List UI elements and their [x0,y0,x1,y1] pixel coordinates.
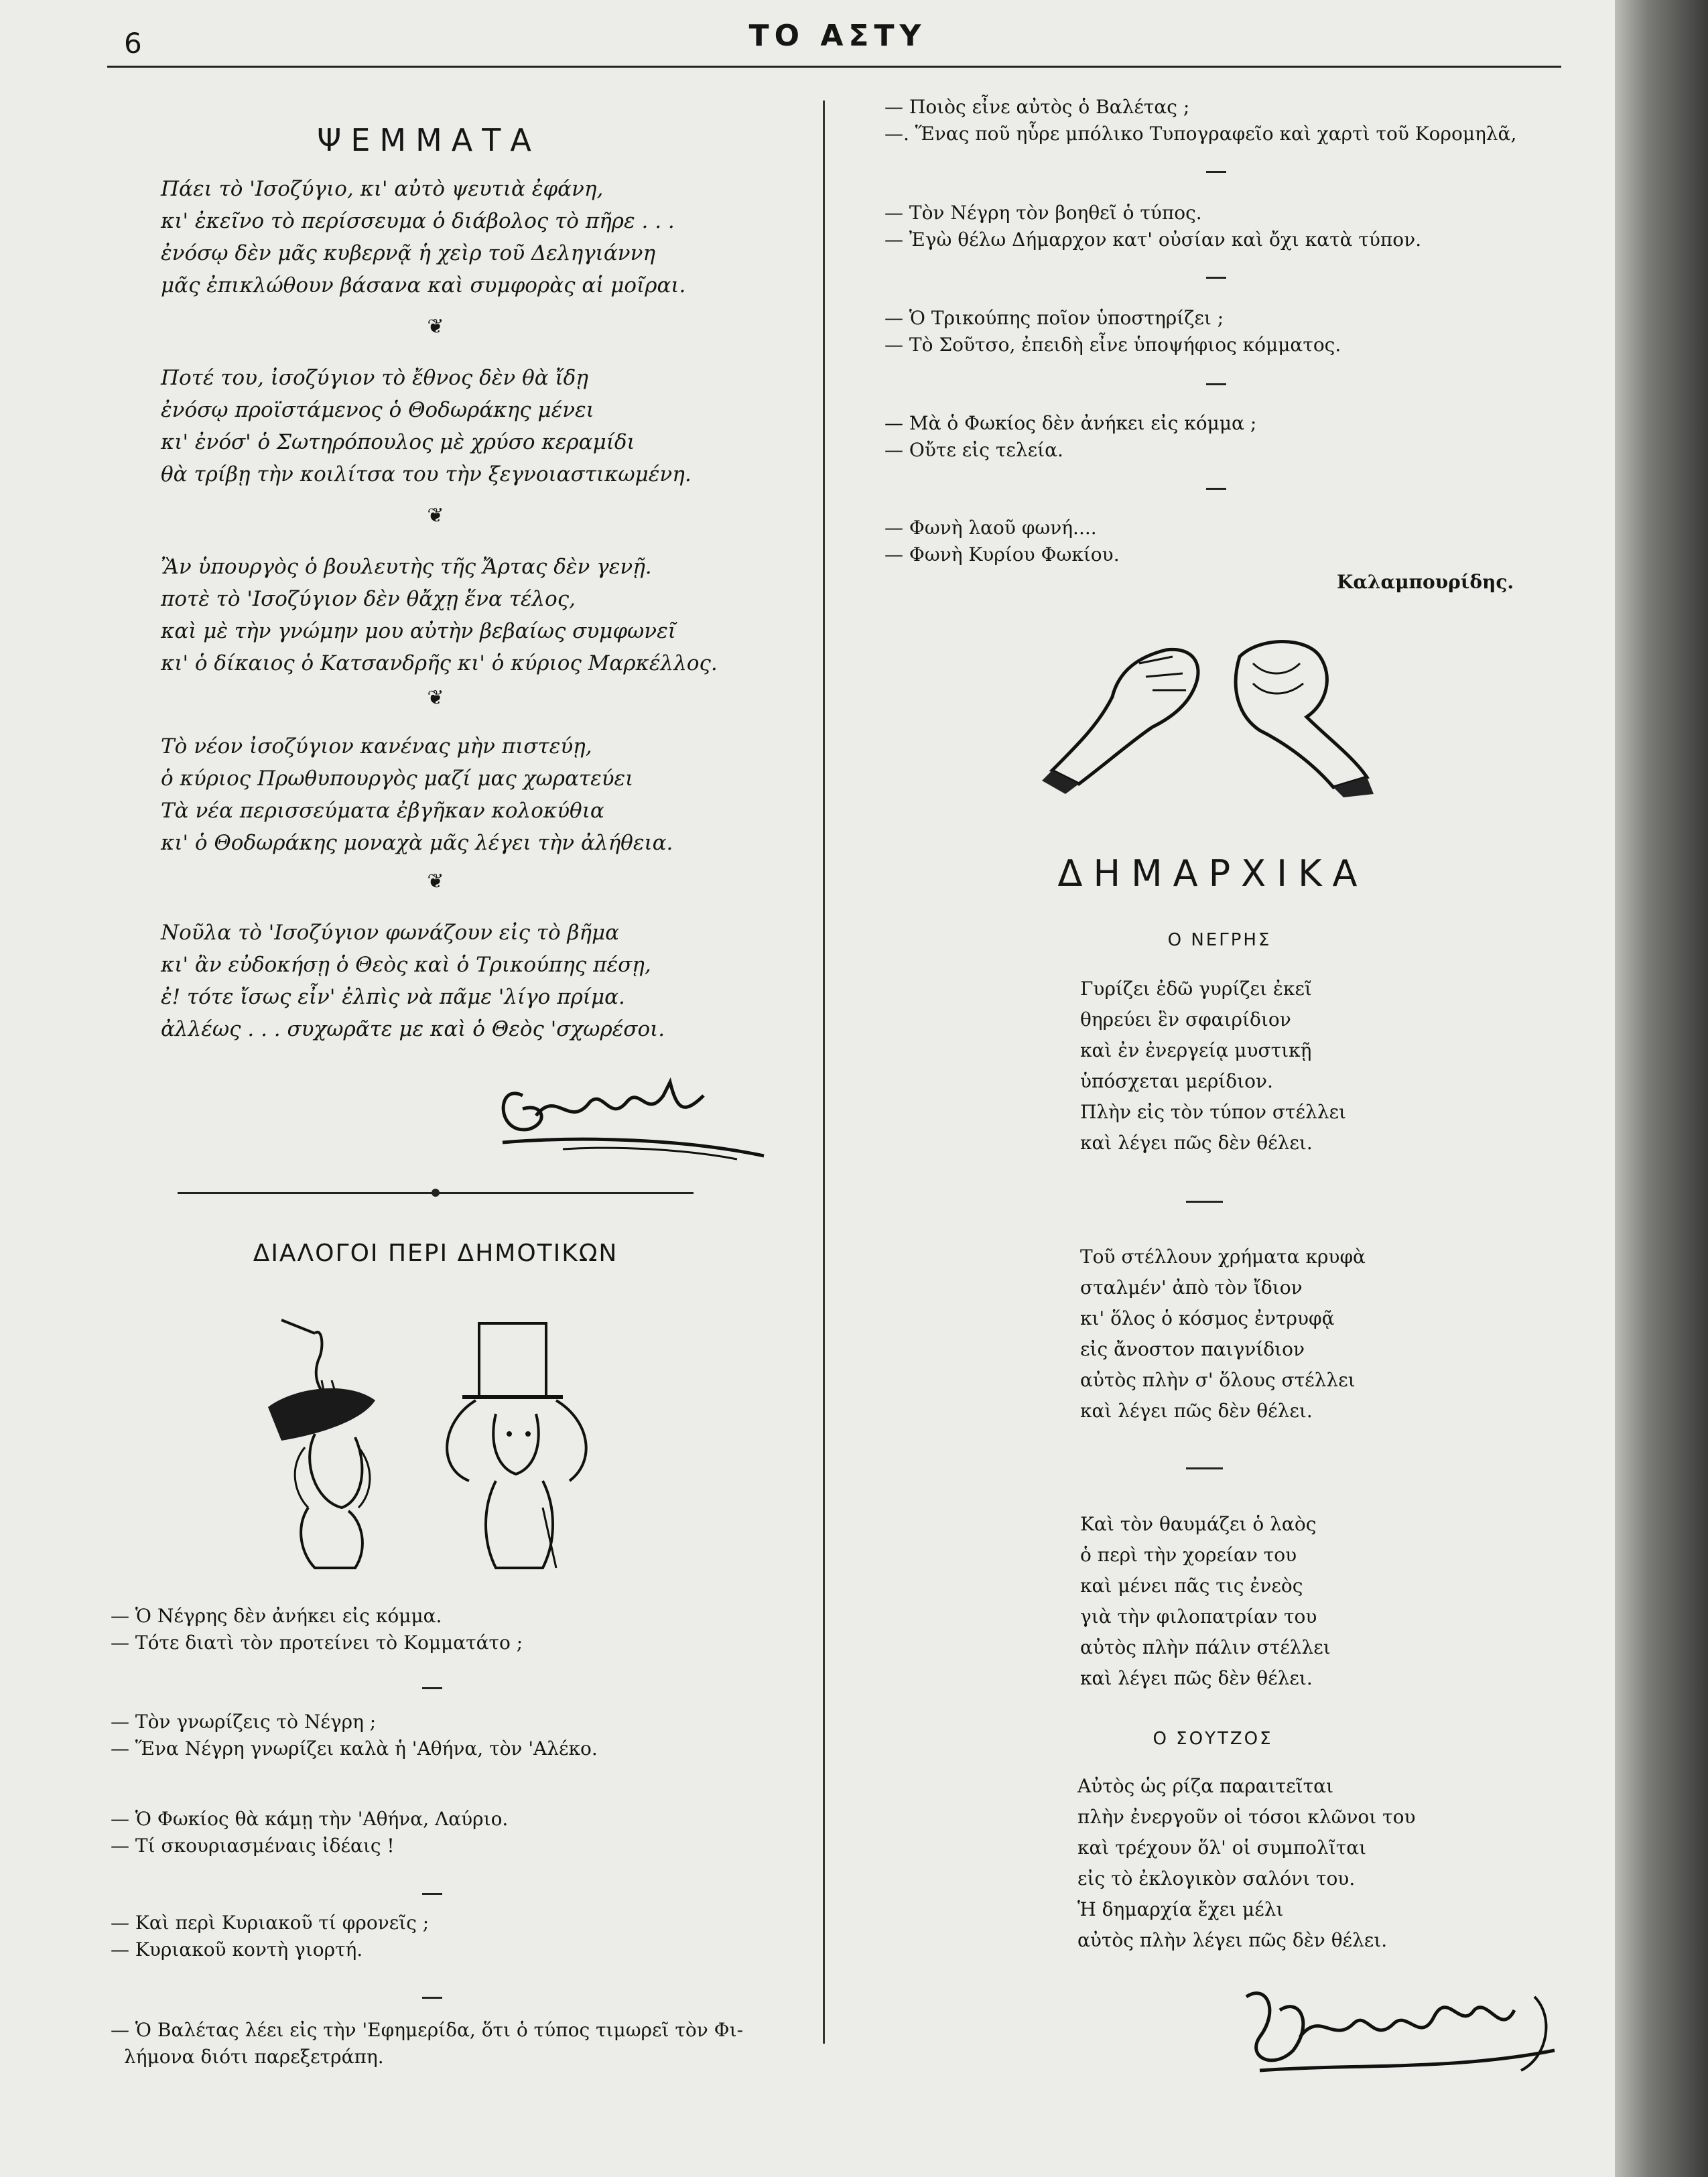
poem-line: Πάει τὸ 'Ισοζύγιο, κι' αὐτὸ ψευτιὰ ἐφάνη, [161,177,604,201]
poem-line: ἐνόσῳ προϊστάμενος ὁ Θοδωράκης μένει [161,398,594,422]
verse-line: καὶ λέγει πῶς δὲν θέλει. [1080,1400,1313,1422]
right-dialog-3 [884,305,1341,358]
verse-line: καὶ λέγει πῶς δὲν θέλει. [1080,1132,1313,1154]
signature-kewiz [1220,1970,1568,2097]
left-title: ΨΕΜΜΑΤΑ [317,122,541,158]
masthead: ΤΟ ΑΣΤΥ [748,19,927,53]
poem-line: κι' ὁ Θοδωράκης μοναχὰ μᾶς λέγει τὴν ἀλήθεια. [161,831,673,855]
verse-line: αὐτὸς πλὴν λέγει πῶς δὲν θέλει. [1077,1929,1388,1951]
verse-line: αὐτὸς πλὴν πάλιν στέλλει [1080,1636,1331,1658]
dialog-line: — Οὔτε εἰς τελεία. [884,439,1063,461]
dialog-line: — Ὁ Βαλέτας λέει εἰς τὴν 'Εφημερίδα, ὅτι ὁ τύπος τιμωρεῖ τὸν Φι- [111,2019,744,2041]
column-rule [823,101,825,2044]
dialog-line: — Ὁ Τρικούπης ποῖον ὑποστηρίζει ; [884,307,1224,329]
poem-stanza-2 [161,362,692,490]
verse-line: καὶ ἐν ἐνεργείᾳ μυστικῇ [1080,1039,1312,1061]
separator-dash [422,1687,442,1689]
verse-line: Ἡ δημαρχία ἔχει μέλι [1077,1898,1284,1920]
ornament: ❦ [427,870,444,893]
right-dialog-4 [884,410,1256,464]
poem-line: Ἂν ὑπουργὸς ὁ βουλευτὴς τῆς Ἄρτας δὲν γενῇ. [161,555,652,579]
dialog-line: —. Ἕνας ποῦ ηὗρε μπόλικο Τυπογραφεῖο καὶ χαρτὶ τοῦ Κορομηλᾶ, [884,123,1517,145]
verse-line: καὶ τρέχουν ὅλ' οἱ συμπολῖται [1077,1837,1367,1859]
verse-line: ὑπόσχεται μερίδιον. [1080,1070,1273,1092]
verse-line: καὶ μένει πᾶς τις ἐνεὸς [1080,1575,1303,1597]
dialog-line: — Ποιὸς εἶνε αὐτὸς ὁ Βαλέτας ; [884,96,1190,118]
ornament: ❦ [427,504,444,527]
dialog-line: — Κυριακοῦ κοντὴ γιορτή. [111,1938,363,1961]
poem-line: καὶ μὲ τὴν γνώμην μου αὐτὴν βεβαίως συμφωνεῖ [161,619,676,643]
verse-stanza-2 [1080,1242,1366,1427]
separator-dash [1206,277,1226,279]
fists-illustration [1039,616,1374,797]
subtitle-negris: Ο ΝΕΓΡΗΣ [1167,930,1272,950]
dialog-line: — Μὰ ὁ Φωκίος δὲν ἀνήκει εἰς κόμμα ; [884,412,1257,434]
poem-line: κι' ἂν εὐδοκήσῃ ὁ Θεὸς καὶ ὁ Τρικούπης πέσῃ, [161,953,651,977]
dialog-exchange-2 [111,1709,598,1762]
dialog-line: — Ὁ Φωκίος θὰ κάμῃ τὴν 'Αθήνα, Λαύριο. [111,1808,509,1830]
verse-line: σταλμέν' ἀπὸ τὸν ἴδιον [1080,1276,1303,1299]
ornament: ❦ [427,686,444,710]
poem-line: θὰ τρίβῃ τὴν κοιλίτσα του τὴν ξεγνοιαστικωμένη. [161,462,692,486]
verse-line: Πλὴν εἰς τὸν τύπον στέλλει [1080,1101,1346,1123]
ornament: ❦ [427,315,444,338]
poem-line: ἐνόσῳ δὲν μᾶς κυβερνᾷ ἡ χεὶρ τοῦ Δεληγιάννη [161,241,656,265]
poem-line: Τὰ νέα περισσεύματα ἐβγῆκαν κολοκύθια [161,799,604,823]
verse-line: πλὴν ἐνεργοῦν οἱ τόσοι κλῶνοι του [1077,1806,1416,1828]
dialog-line: — Ἐγὼ θέλω Δήμαρχον κατ' οὐσίαν καὶ ὄχι κατὰ τύπον. [884,228,1422,251]
poem-stanza-3 [161,551,718,679]
verse-stanza-3 [1080,1509,1331,1694]
dialog-exchange-3 [111,1806,508,1859]
verse-line: θηρεύει ἓν σφαιρίδιον [1080,1008,1291,1031]
verse-line: γιὰ τὴν φιλοπατρίαν του [1080,1605,1317,1628]
right-dialog-1 [884,94,1516,147]
dialog-exchange-5 [111,2017,743,2070]
verse-line: Τοῦ στέλλουν χρήματα κρυφὰ [1080,1246,1366,1268]
dialog-line: — Τὸ Σοῦτσο, ἐπειδὴ εἶνε ὑποψήφιος κόμματος. [884,334,1341,356]
verse-line: κι' ὅλος ὁ κόσμος ἐντρυφᾷ [1080,1307,1335,1329]
verse-line: καὶ λέγει πῶς δὲν θέλει. [1080,1667,1313,1689]
poem-line: Ποτέ του, ἰσοζύγιον τὸ ἔθνος δὲν θὰ ἴδῃ [161,366,588,390]
dialog-line: — Φωνὴ λαοῦ φωνή.... [884,517,1097,539]
verse-line: εἰς ἄνοστον παιγνίδιον [1080,1338,1305,1360]
poem-line: Νοῦλα τὸ 'Ισοζύγιον φωνάζουν εἰς τὸ βῆμα [161,921,620,945]
caricature-illustration [241,1307,630,1575]
signature-gnedier [482,1055,771,1163]
poem-stanza-5 [161,917,665,1045]
verse-line: Αὐτὸς ὡς ρίζα παραιτεῖται [1077,1775,1334,1797]
poem-line: μᾶς ἐπικλώθουν βάσανα καὶ συμφορὰς αἱ μοῖραι. [161,273,686,298]
divider-dot [432,1189,440,1197]
dialog-line: λήμονα διότι παρεξετράπη. [124,2046,384,2068]
poem-line: Τὸ νέον ἰσοζύγιον κανένας μὴν πιστεύῃ, [161,734,592,758]
verse-stanza-4 [1077,1771,1416,1956]
poem-line: ἐ! τότε ἴσως εἶν' ἐλπὶς νὰ πᾶμε 'λίγο πρίμα. [161,985,625,1009]
poem-line: κι' ἐνόσ' ὁ Σωτηρόπουλος μὲ χρύσο κεραμίδι [161,430,635,454]
page-number: 6 [124,27,142,60]
dialog-line: — Τί σκουριασμέναις ἰδέαις ! [111,1835,395,1857]
binding-shadow [1615,0,1708,2177]
dialog-line: — Ὁ Νέγρης δὲν ἀνήκει εἰς κόμμα. [111,1605,442,1627]
verse-line: Γυρίζει ἐδῶ γυρίζει ἐκεῖ [1080,978,1312,1000]
right-title: ΔΗΜΑΡΧΙΚΑ [1057,852,1368,895]
dialog-line: — Τότε διατὶ τὸν προτείνει τὸ Κομματάτο ; [111,1632,523,1654]
separator-dash [1206,383,1226,385]
separator-dash [422,1997,442,1999]
header-rule [107,66,1561,68]
poem-stanza-1 [161,173,685,302]
dialog-exchange-1 [111,1603,523,1656]
poem-line: κι' ὁ δίκαιος ὁ Κατσανδρῆς κι' ὁ κύριος Μαρκέλλος. [161,651,718,675]
dialog-title: ΔΙΑΛΟΓΟΙ ΠΕΡΙ ΔΗΜΟΤΙΚΩΝ [253,1240,618,1267]
poem-line: κι' ἐκεῖνο τὸ περίσσευμα ὁ διάβολος τὸ πῆρε . . . [161,209,675,233]
verse-line: αὐτὸς πλὴν σ' ὅλους στέλλει [1080,1369,1356,1391]
verse-line: εἰς τὸ ἐκλογικὸν σαλόνι του. [1077,1867,1356,1890]
separator-dash [1206,171,1226,173]
separator-dash [1186,1201,1223,1203]
separator-dash [1186,1467,1223,1469]
verse-line: Καὶ τὸν θαυμάζει ὁ λαὸς [1080,1513,1317,1535]
verse-line: ὁ περὶ τὴν χορείαν του [1080,1544,1297,1566]
dialog-line: — Τὸν Νέγρη τὸν βοηθεῖ ὁ τύπος. [884,202,1202,224]
right-dialog-5 [884,515,1120,568]
poem-line: ὁ κύριος Πρωθυπουργὸς μαζί μας χωρατεύει [161,767,634,791]
separator-dash [422,1893,442,1895]
separator-dash [1206,488,1226,490]
dialog-line: — Τὸν γνωρίζεις τὸ Νέγρη ; [111,1711,377,1733]
poem-line: ἀλλέως . . . συχωρᾶτε με καὶ ὁ Θεὸς 'σχωρέσοι. [161,1017,665,1041]
dialog-line: — Ἕνα Νέγρη γνωρίζει καλὰ ἡ 'Αθήνα, τὸν 'Αλέκο. [111,1737,598,1760]
subtitle-soutsos: Ο ΣΟΥΤΖΟΣ [1153,1729,1273,1749]
dialog-line: — Καὶ περὶ Κυριακοῦ τί φρονεῖς ; [111,1912,430,1934]
poem-stanza-4 [161,730,673,859]
author-kalampouridis: Καλαμπουρίδης. [1337,571,1514,593]
verse-stanza-1 [1080,974,1346,1159]
poem-line: ποτὲ τὸ 'Ισοζύγιον δὲν θἄχῃ ἕνα τέλος, [161,587,576,611]
right-dialog-2 [884,200,1421,253]
dialog-line: — Φωνὴ Κυρίου Φωκίου. [884,543,1120,566]
dialog-exchange-4 [111,1910,429,1963]
